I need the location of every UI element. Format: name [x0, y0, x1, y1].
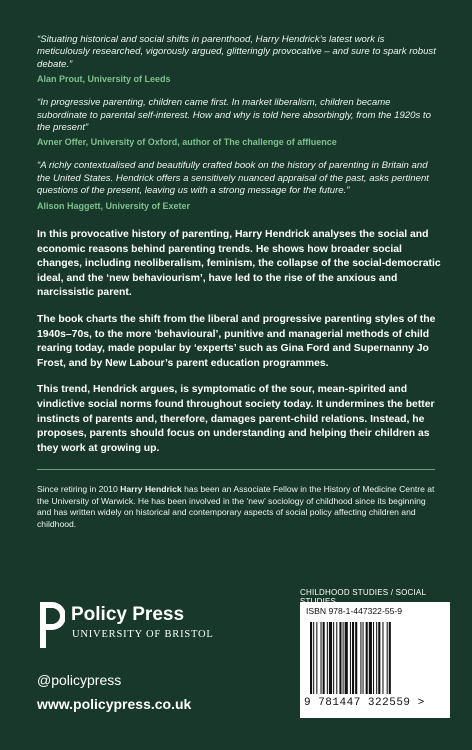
barcode-panel: [300, 602, 450, 718]
author-bio: [37, 484, 441, 530]
quote-attribution: Alan Prout, University of Leeds: [37, 74, 171, 85]
publisher-logo: [37, 600, 237, 652]
isbn-label: ISBN 978-1-447322-55-9: [306, 606, 403, 616]
subject-category: CHILDHOOD STUDIES / SOCIAL: [300, 588, 426, 597]
quote-attribution: Avner Offer, University of Oxford, author of The challenge of affluence: [37, 137, 337, 148]
review-quotes: [37, 34, 437, 224]
book-blurb: [37, 228, 441, 468]
blurb-paragraph: This trend, Hendrick argues, is symptomatic of the sour, mean-spirited and vindictive social norms found throughout society today. It undermines the better instincts of parents and, therefore, damages parent-child relations. Instead, he proposes, parents should focus on understanding and helping their children as they work at growing up.: [37, 384, 435, 454]
blurb-paragraph: The book charts the shift from the liberal and progressive parenting styles of the 1940s–70s, to the more ‘behavioural’, punitive and managerial methods of child rearing today, made popular by ‘experts’ such as Gina Ford and Supernanny Jo Frost, and by New Labour’s parent education programmes.: [37, 313, 436, 369]
quote-attribution: Alison Haggett, University of Exeter: [37, 200, 191, 211]
section-divider: [37, 469, 435, 470]
review-quote: [37, 34, 437, 85]
publisher-subtitle: UNIVERSITY OF BRISTOL: [72, 629, 214, 640]
social-handle[interactable]: @policypress: [37, 672, 122, 688]
website-link[interactable]: www.policypress.co.uk: [37, 696, 192, 712]
bio-author-name: Harry Hendrick: [120, 484, 182, 494]
barcode-icon: [310, 622, 440, 694]
bio-prefix: Since retiring in 2010: [37, 484, 121, 494]
blurb-paragraph: In this provocative history of parenting, Harry Hendrick analyses the social and economic reasons behind parenting trends. He shows how broader social changes, including neoliberalism, feminism, the collapse of the social-democratic ideal, and the ‘new behaviourism’, have led to the rise of the anxious and narcissistic parent.: [37, 229, 441, 299]
quote-text: “Situating historical and social shifts in parenthood, Harry Hendrick’s latest work is meticulously researched, vigorously argued, glitteringly provocative – and sure to spark robust debate.”: [37, 34, 436, 70]
review-quote: [37, 160, 437, 211]
publisher-name: Policy Press: [71, 604, 185, 625]
barcode-digits: 9 781447 322559 >: [304, 697, 425, 709]
policy-press-p-logo-icon: [37, 600, 65, 650]
quote-text: “A richly contextualised and beautifully crafted book on the history of parenting in Britain and the United States. Hendrick offers a sensitively nuanced appraisal of the past, asks pertinent questions of the present, leaving us with a strong message for the future.”: [37, 160, 429, 197]
bio-rest: has been an Associate Fellow in the History of Medicine Centre at the University of Warwick. He has been involved in the ‘new’ sociology of childhood since its beginning and has written widely on historical and contemporary aspects of social policy affecting children and childhood.: [37, 484, 435, 529]
review-quote: [37, 97, 437, 148]
quote-text: “In progressive parenting, children came first. In market liberalism, children became subordinate to parental self-interest. How and why is told here absorbingly, from the 1920s to the present”: [37, 97, 431, 134]
